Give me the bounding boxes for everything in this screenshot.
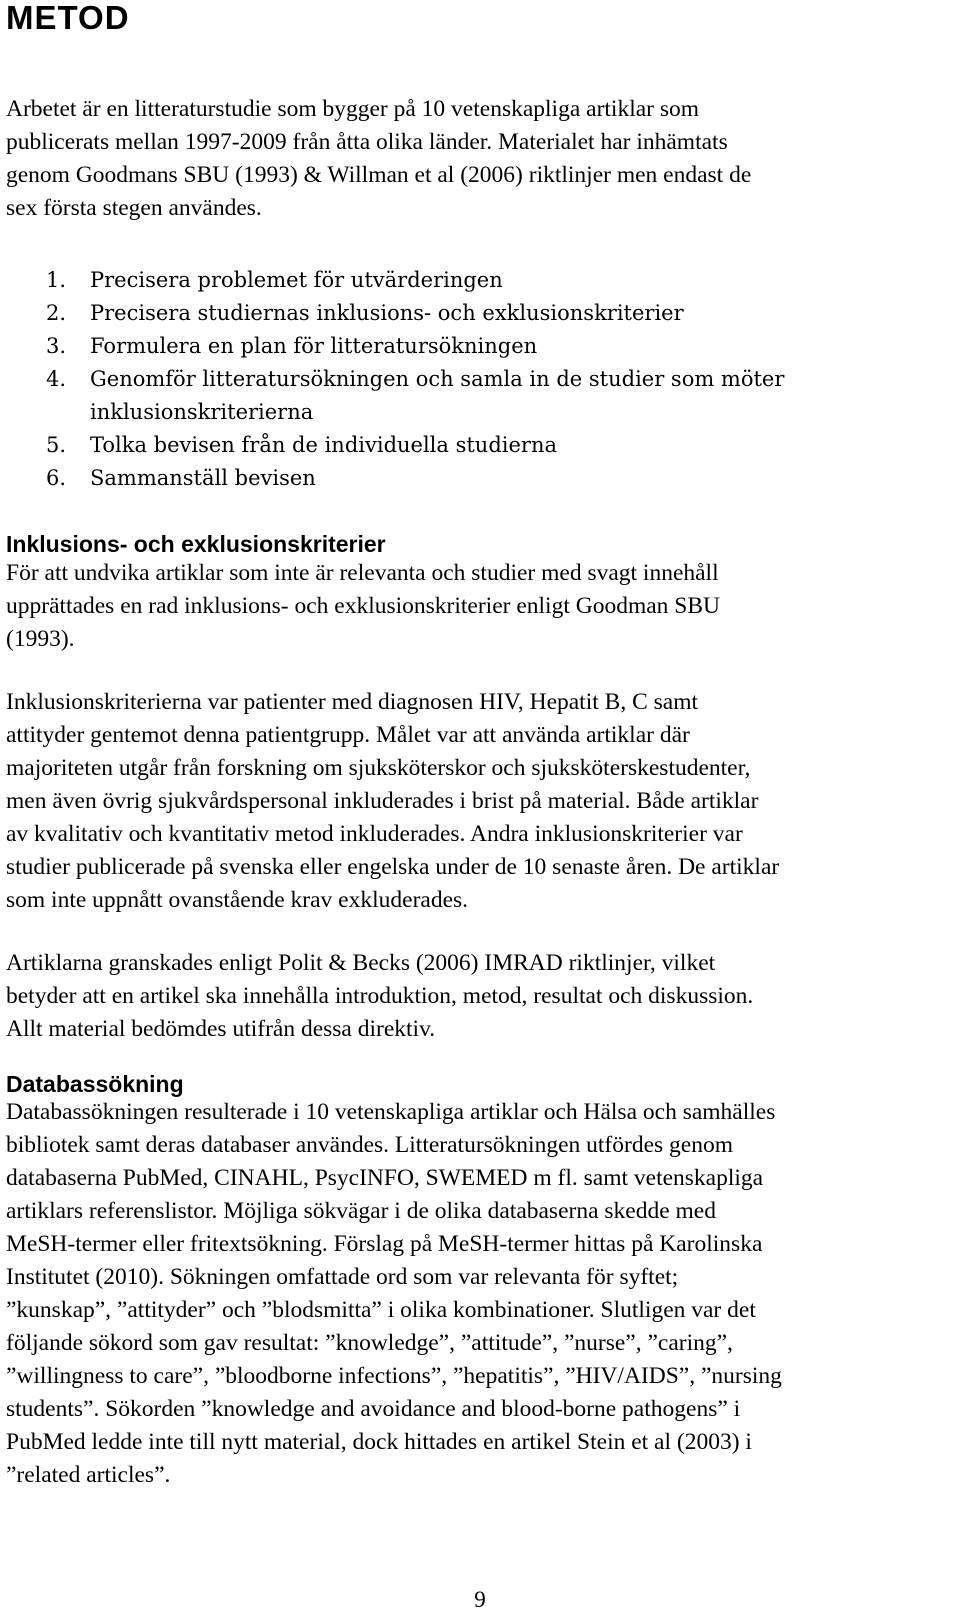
section-heading-database: Databassökning	[6, 1071, 184, 1097]
intro-line: genom Goodmans SBU (1993) & Willman et al (2006) riktlinjer men endast de	[6, 162, 752, 188]
paragraph-line: ”related articles”.	[6, 1462, 171, 1488]
paragraph-line: följande sökord som gav resultat: ”knowledge”, ”attitude”, ”nurse”, ”caring”,	[6, 1330, 733, 1356]
list-item	[6, 330, 784, 363]
paragraph-line: upprättades en rad inklusions- och exklusionskriterier enligt Goodman SBU	[6, 593, 721, 619]
paragraph-line: artiklars referenslistor. Möjliga sökvägar i de olika databaserna skedde med	[6, 1198, 716, 1224]
paragraph-line: majoriteten utgår från forskning om sjuksköterskor och sjuksköterskestudenter,	[6, 755, 751, 781]
paragraph-line: students”. Sökorden ”knowledge and avoidance and blood-borne pathogens” i	[6, 1396, 741, 1422]
paragraph-line: bibliotek samt deras databaser användes. Litteratursökningen utfördes genom	[6, 1132, 733, 1158]
list-item-number: 5.	[46, 433, 67, 457]
paragraph-line: ”kunskap”, ”attityder” och ”blodsmitta” i olika kombinationer. Slutligen var det	[6, 1297, 756, 1323]
list-item-number: 1.	[46, 268, 67, 292]
paragraph-line: ”willingness to care”, ”bloodborne infections”, ”hepatitis”, ”HIV/AIDS”, ”nursing	[6, 1363, 782, 1389]
paragraph-line: För att undvika artiklar som inte är relevanta och studier med svagt innehåll	[6, 560, 719, 586]
database-paragraph	[6, 1096, 956, 1492]
paragraph-line: studier publicerade på svenska eller engelska under de 10 senaste åren. De artiklar	[6, 854, 780, 880]
inclusion-paragraph-3	[6, 947, 956, 1046]
list-item-number: 4.	[46, 367, 67, 391]
paragraph-line: PubMed ledde inte till nytt material, dock hittades en artikel Stein et al (2003) i	[6, 1429, 752, 1455]
paragraph-line: (1993).	[6, 626, 75, 652]
list-item	[6, 264, 784, 297]
list-item	[6, 462, 784, 495]
list-item	[6, 363, 784, 429]
list-item-number: 2.	[46, 301, 67, 325]
paragraph-line: Databassökningen resulterade i 10 vetenskapliga artiklar och Hälsa och samhälles	[6, 1099, 776, 1125]
page-heading: METOD	[6, 0, 130, 36]
method-steps-list	[6, 264, 784, 495]
paragraph-line: betyder att en artikel ska innehålla introduktion, metod, resultat och diskussion.	[6, 983, 754, 1009]
list-item-text: Formulera en plan för litteratursökningen	[90, 334, 538, 358]
section-heading-inclusion: Inklusions- och exklusionskriterier	[6, 531, 386, 557]
paragraph-line: men även övrig sjukvårdspersonal inkluderades i brist på material. Både artiklar	[6, 788, 759, 814]
list-item-text: Genomför litteratursökningen och samla in de studier som möter	[90, 367, 785, 391]
intro-line: Arbetet är en litteraturstudie som bygger på 10 vetenskapliga artiklar som	[6, 96, 700, 122]
page-number: 9	[474, 1587, 486, 1612]
paragraph-line: som inte uppnått ovanstående krav exkluderades.	[6, 887, 469, 913]
list-item-number: 6.	[46, 466, 67, 490]
paragraph-line: av kvalitativ och kvantitativ metod inkluderades. Andra inklusionskriterier var	[6, 821, 743, 847]
list-item-text: Precisera studiernas inklusions- och exklusionskriterier	[90, 301, 684, 325]
intro-paragraph	[6, 93, 956, 225]
paragraph-line: Inklusionskriterierna var patienter med diagnosen HIV, Hepatit B, C samt	[6, 689, 698, 715]
inclusion-paragraph-1	[6, 557, 956, 656]
inclusion-paragraph-2	[6, 686, 956, 917]
list-item-number: 3.	[46, 334, 67, 358]
paragraph-line: attityder gentemot denna patientgrupp. Målet var att använda artiklar där	[6, 722, 690, 748]
list-item-text: Sammanställ bevisen	[90, 466, 316, 490]
intro-line: sex första stegen användes.	[6, 195, 262, 221]
paragraph-line: databaserna PubMed, CINAHL, PsycINFO, SWEMED m fl. samt vetenskapliga	[6, 1165, 764, 1191]
paragraph-line: MeSH-termer eller fritextsökning. Förslag på MeSH-termer hittas på Karolinska	[6, 1231, 763, 1257]
list-item-text: inklusionskriterierna	[90, 400, 314, 424]
paragraph-line: Artiklarna granskades enligt Polit & Becks (2006) IMRAD riktlinjer, vilket	[6, 950, 716, 976]
list-item-text: Precisera problemet för utvärderingen	[90, 268, 503, 292]
list-item-text: Tolka bevisen från de individuella studierna	[90, 433, 558, 457]
intro-line: publicerats mellan 1997-2009 från åtta olika länder. Materialet har inhämtats	[6, 129, 728, 155]
paragraph-line: Allt material bedömdes utifrån dessa direktiv.	[6, 1016, 436, 1042]
paragraph-line: Institutet (2010). Sökningen omfattade ord som var relevanta för syftet;	[6, 1264, 679, 1290]
list-item	[6, 429, 784, 462]
list-item	[6, 297, 784, 330]
